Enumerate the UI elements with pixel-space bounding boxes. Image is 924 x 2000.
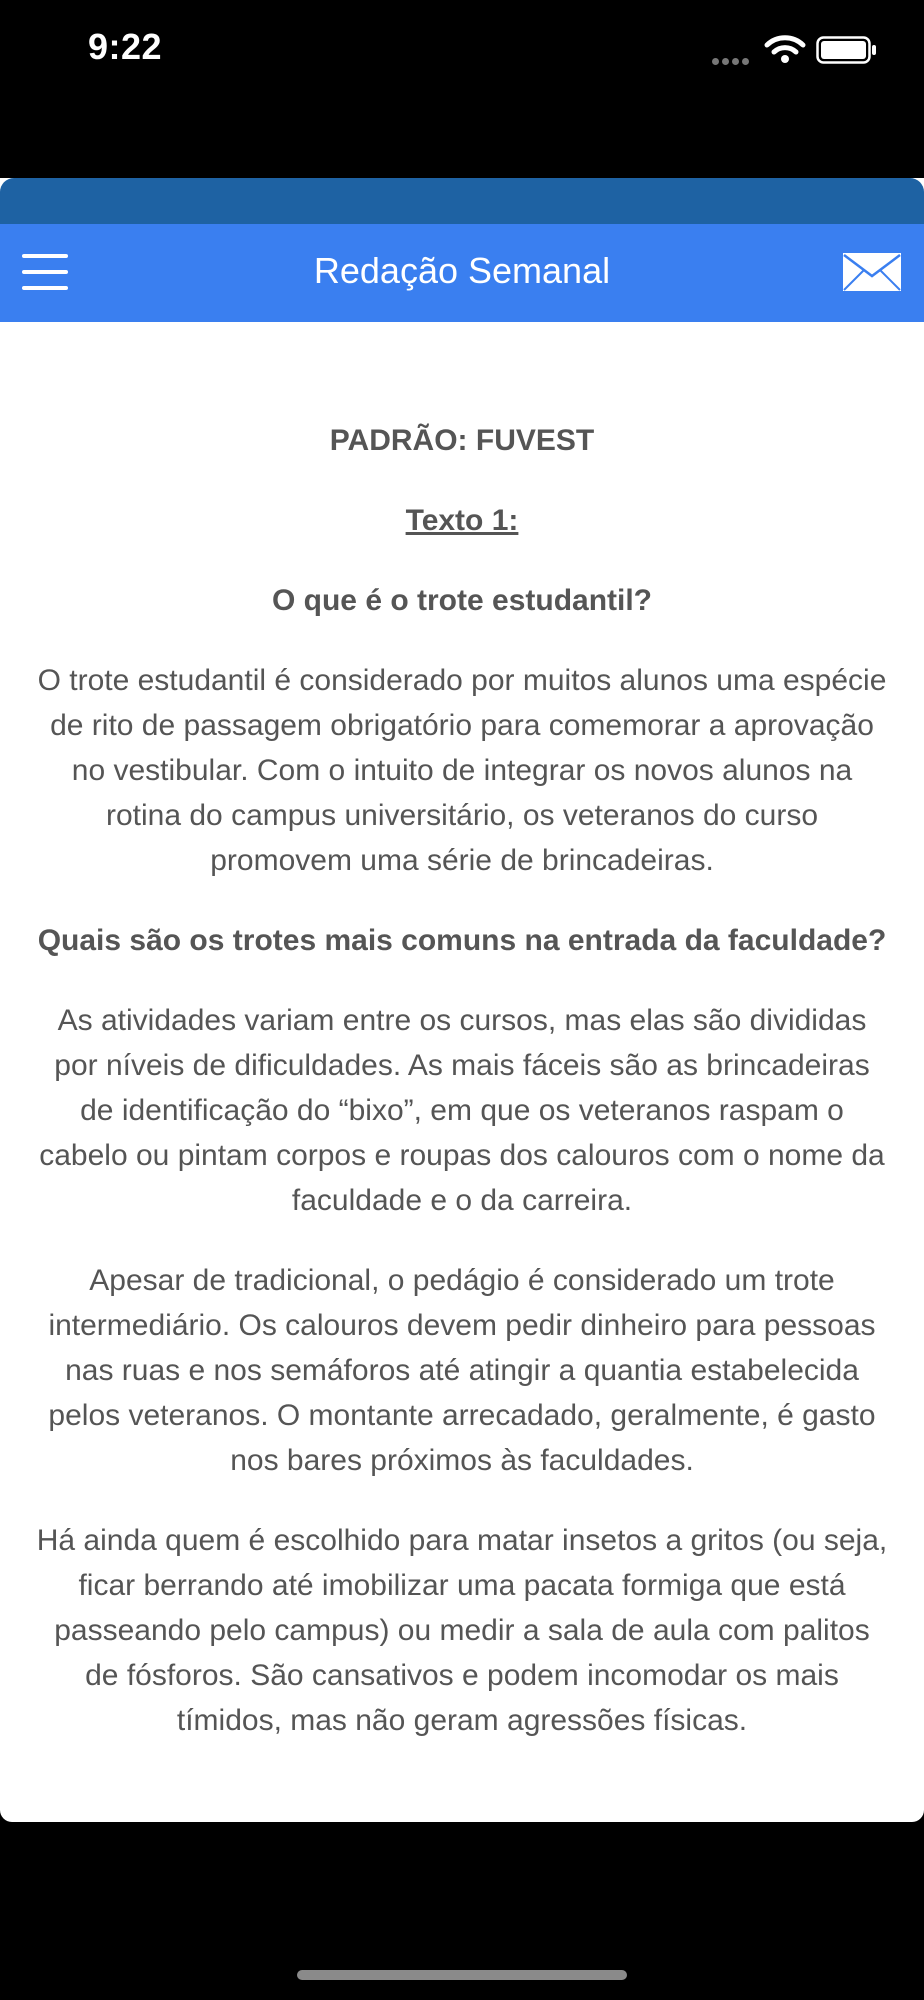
paragraph-2: As atividades variam entre os cursos, mas elas são divididas por níveis de dificuldades. As mais fáceis são as brincadeiras de identificação do “bixo”, em que os veteranos raspam o cabelo ou pintam corpos e roupas dos calouros com o nome da faculdade e o da carreira. — [39, 1004, 885, 1217]
article-subheading: Texto 1: — [405, 504, 519, 537]
question-1: O que é o trote estudantil? — [271, 584, 653, 617]
mail-icon[interactable] — [842, 252, 902, 292]
article-heading: PADRÃO: FUVEST — [329, 424, 595, 457]
page-title: Redação Semanal — [313, 250, 611, 291]
battery-icon — [816, 36, 878, 64]
article-content — [36, 418, 888, 1778]
question-2: Quais são os trotes mais comuns na entrada da faculdade? — [37, 924, 887, 957]
wifi-icon — [764, 34, 806, 64]
paragraph-1: O trote estudantil é considerado por muitos alunos uma espécie de rito de passagem obrigatório para comemorar a aprovação no vestibular. Com o intuito de integrar os novos alunos na rotina do campus universitário, os veteranos do curso promovem uma série de brincadeiras. — [37, 664, 887, 877]
paragraph-3: Apesar de tradicional, o pedágio é considerado um trote intermediário. Os calouros devem pedir dinheiro para pessoas nas ruas e nos semáforos até atingir a quantia estabelecida pelos veteranos. O montante arrecadado, geralmente, é gasto nos bares próximos às faculdades. — [48, 1264, 876, 1477]
status-time: 9:22 — [88, 26, 163, 67]
status-bar — [0, 0, 924, 100]
home-indicator[interactable] — [297, 1970, 627, 1980]
signal-icon — [712, 52, 752, 70]
nav-bar — [0, 224, 924, 322]
paragraph-4: Há ainda quem é escolhido para matar insetos a gritos (ou seja, ficar berrando até imobilizar uma pacata formiga que está passeando pelo campus) ou medir a sala de aula com palitos de fósforos. São cansativos e podem incomodar os mais tímidos, mas não geram agressões físicas. — [36, 1524, 888, 1737]
window-top-band — [0, 178, 924, 224]
